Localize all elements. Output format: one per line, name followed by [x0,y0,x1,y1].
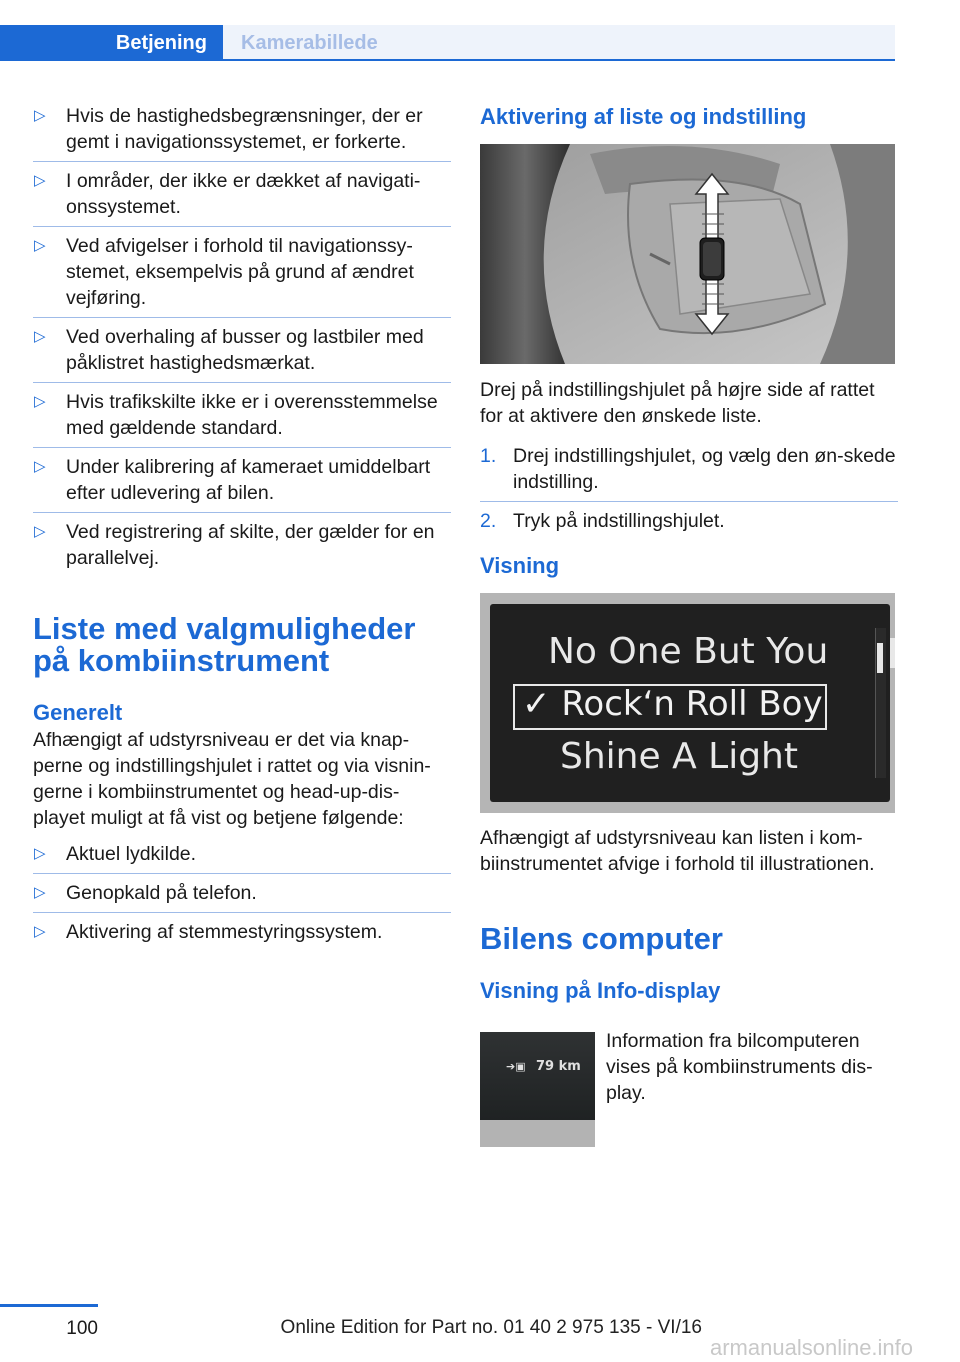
display-scrollbar [890,638,895,668]
paragraph-drej: Drej på indstillingshjulet på højre side af rattet for at aktivere den ønskede liste. [480,379,875,427]
subsection-title-generelt: Generelt [33,700,123,725]
list-item [33,841,451,874]
paragraph-generelt: Afhængigt af udstyrsniveau er det via knap-perne og indstillingshjulet i rattet og via visnin-gerne i kombiinstrumentet og head-up-dis-playet muligt at få vist og betjene følgende: [33,729,431,829]
heading-visning: Visning [480,553,560,578]
list-item-text: Genopkald på telefon. [66,882,257,904]
list-item [33,324,451,383]
list-item-text: I områder, der ikke er dækket af navigati-onssystemet. [66,170,421,218]
tab-kamerabillede[interactable]: Kamerabillede [223,25,895,61]
list-item [480,508,898,534]
info-display-screen [480,1032,595,1120]
step-number: 2. [480,510,497,532]
display-item-2 [522,684,842,724]
step-text: Tryk på indstillingshjulet. [513,510,725,532]
display-item-1: No One But You [548,631,829,672]
info-display-image [480,1032,595,1147]
header-rule [0,59,895,61]
list-item [33,233,451,318]
edition-text: Online Edition for Part no. 01 40 2 975 135 - VI/16 [280,1317,702,1338]
list-item-text: Ved registrering af skilte, der gælder for en parallelvej. [66,521,435,569]
right-column [480,103,898,131]
list-item [33,880,451,913]
paragraph-information: Information fra bilcomputeren vises på kombiinstruments dis-play. [606,1030,873,1104]
display-item-2-label: Rock‘n Roll Boy [561,684,823,724]
footer-rule [0,1304,98,1307]
list-item [480,443,898,502]
display-list-image [480,593,895,813]
list-item-text: Hvis de hastighedsbegrænsninger, der er gemt i navigationssystemet, er forkerte. [66,105,423,153]
triangle-bullet-icon: ▷ [34,458,46,475]
triangle-bullet-icon: ▷ [34,237,46,254]
list-item [33,919,451,945]
list-item [33,389,451,448]
section-title-liste: Liste med valgmuligheder på kombiinstrument [33,611,416,678]
steps-list [480,443,898,534]
range-readout: 79 km [536,1059,581,1074]
triangle-bullet-icon: ▷ [34,107,46,124]
step-text: Drej indstillingshjulet, og vælg den øn-skede indstilling. [513,445,896,493]
watermark-logo: armanualsonline.info [710,1335,914,1360]
display-scroll-thumb [877,643,883,673]
list-item-text: Aktuel lydkilde. [66,843,197,865]
list-item-text: Ved overhaling af busser og lastbiler med påklistret hastighedsmærkat. [66,326,424,374]
list-item-text: Ved afvigelser i forhold til navigationssy-stemet, eksempelvis på grund af ændret vejføring. [66,235,414,309]
checkmark-icon: ✓ [522,684,551,724]
triangle-bullet-icon: ▷ [34,328,46,345]
triangle-bullet-icon: ▷ [34,923,46,940]
subsection-title-info-display: Visning på Info-display [480,978,721,1003]
list-item [33,454,451,513]
triangle-bullet-icon: ▷ [34,523,46,540]
step-number: 1. [480,445,497,467]
chapter-header [0,25,895,62]
list-item-text: Hvis trafikskilte ikke er i overensstemmelse med gældende standard. [66,391,438,439]
display-item-3: Shine A Light [560,736,798,777]
list-item-text: Aktivering af stemmestyringssystem. [66,921,383,943]
triangle-bullet-icon: ▷ [34,884,46,901]
heading-aktivering: Aktivering af liste og indstilling [480,104,807,129]
right-column-lower [480,825,898,1005]
list-item [33,103,451,162]
tab-betjening[interactable]: Betjening [0,25,223,61]
list-item [33,168,451,227]
right-column-mid [480,377,898,580]
paragraph-afhaengigt: Afhængigt af udstyrsniveau kan listen i kom-biinstrumentet afvige i forhold til illustrationen. [480,827,875,875]
list-item-text: Under kalibrering af kameraet umiddelbart efter udlevering af bilen. [66,456,431,504]
steering-wheel-image [480,144,895,364]
triangle-bullet-icon: ▷ [34,845,46,862]
section-title-bilens-computer: Bilens computer [480,921,723,956]
info-paragraph-block [606,1028,896,1106]
triangle-bullet-icon: ▷ [34,393,46,410]
info-display-bezel [480,1120,595,1147]
triangle-bullet-icon: ▷ [34,172,46,189]
bullet-list-conditions [33,103,451,571]
left-column [33,103,451,951]
page-number: 100 [66,1318,98,1339]
steering-wheel-illustration [480,144,895,364]
fuel-range-icon: ➔▣ [506,1060,526,1073]
list-item [33,519,451,571]
bullet-list-functions [33,841,451,945]
